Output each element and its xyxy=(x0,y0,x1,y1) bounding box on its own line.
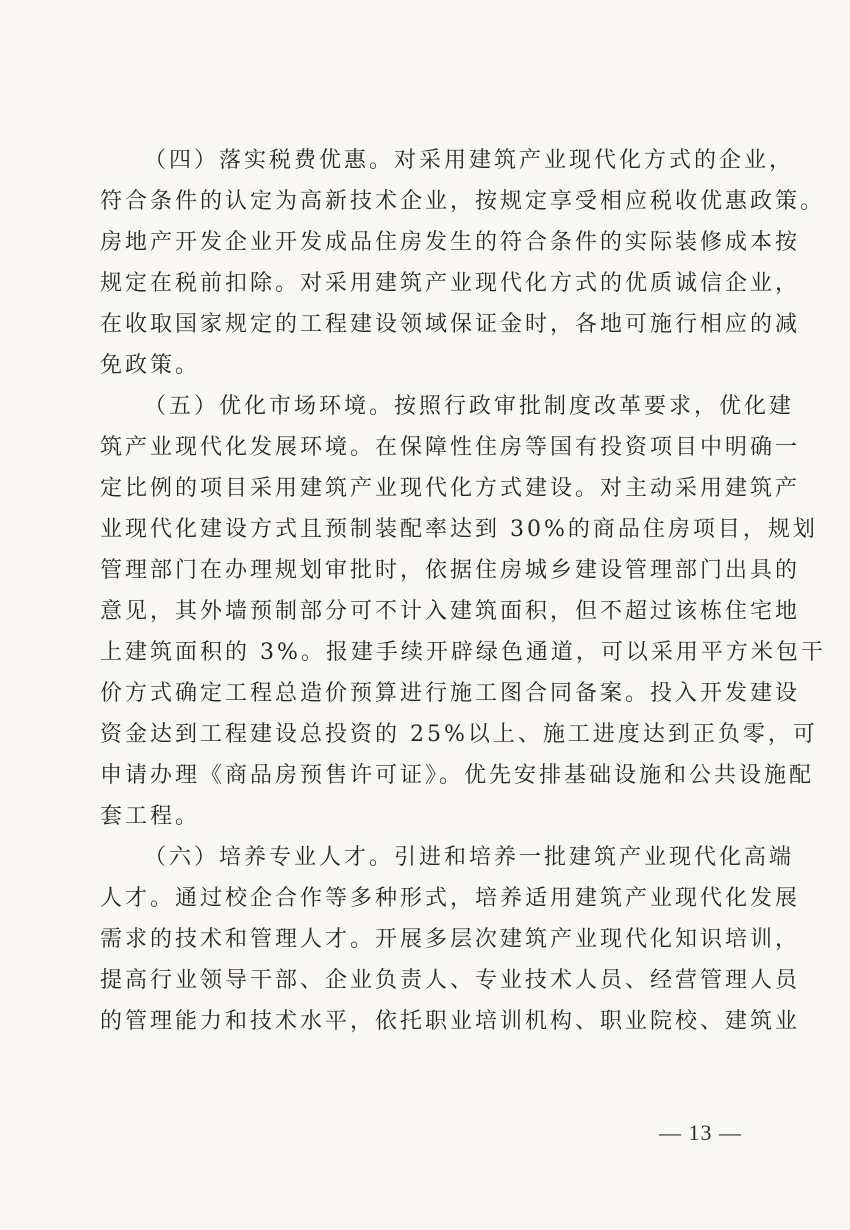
paragraph-6-line-1: （六）培养专业人才。引进和培养一批建筑产业现代化高端 xyxy=(144,845,795,870)
paragraph-5-line-8: 价方式确定工程总造价预算进行施工图合同备案。投入开发建设 xyxy=(100,681,801,706)
paragraph-6-line-3: 需求的技术和管理人才。开展多层次建筑产业现代化知识培训， xyxy=(100,927,801,952)
paragraph-4-line-6: 免政策。 xyxy=(100,353,201,378)
paragraph-5-line-6: 意见，其外墙预制部分可不计入建筑面积，但不超过该栋住宅地 xyxy=(100,599,801,624)
page-number: — 13 — xyxy=(659,1120,742,1145)
paragraph-6-line-2: 人才。通过校企合作等多种形式，培养适用建筑产业现代化发展 xyxy=(100,886,801,911)
paragraph-5-line-11: 套工程。 xyxy=(100,804,201,829)
paragraph-5-line-4: 业现代化建设方式且预制装配率达到 30%的商品住房项目，规划 xyxy=(100,517,818,542)
paragraph-4-line-1: （四）落实税费优惠。对采用建筑产业现代化方式的企业， xyxy=(144,148,795,173)
paragraph-5-line-5: 管理部门在办理规划审批时，依据住房城乡建设管理部门出具的 xyxy=(100,558,801,583)
paragraph-4-line-4: 规定在税前扣除。对采用建筑产业现代化方式的优质诚信企业， xyxy=(100,271,801,296)
paragraph-5-line-3: 定比例的项目采用建筑产业现代化方式建设。对主动采用建筑产 xyxy=(100,476,801,501)
paragraph-5-line-7: 上建筑面积的 3%。报建手续开辟绿色通道，可以采用平方米包干 xyxy=(100,640,826,665)
paragraph-4-line-2: 符合条件的认定为高新技术企业，按规定享受相应税收优惠政策。 xyxy=(100,189,826,214)
paragraph-5-line-1: （五）优化市场环境。按照行政审批制度改革要求，优化建 xyxy=(144,394,795,419)
paragraph-5-line-2: 筑产业现代化发展环境。在保障性住房等国有投资项目中明确一 xyxy=(100,435,801,460)
paragraph-5-line-10: 申请办理《商品房预售许可证》。优先安排基础设施和公共设施配 xyxy=(100,763,815,788)
paragraph-6-line-5: 的管理能力和技术水平，依托职业培训机构、职业院校、建筑业 xyxy=(100,1009,801,1034)
paragraph-6-line-4: 提高行业领导干部、企业负责人、专业技术人员、经营管理人员 xyxy=(100,968,801,993)
paragraph-4-line-3: 房地产开发企业开发成品住房发生的符合条件的实际装修成本按 xyxy=(100,230,801,255)
paragraph-4-line-5: 在收取国家规定的工程建设领域保证金时，各地可施行相应的减 xyxy=(100,312,801,337)
paragraph-5-line-9: 资金达到工程建设总投资的 25%以上、施工进度达到正负零，可 xyxy=(100,722,818,747)
document-body xyxy=(100,140,826,1042)
